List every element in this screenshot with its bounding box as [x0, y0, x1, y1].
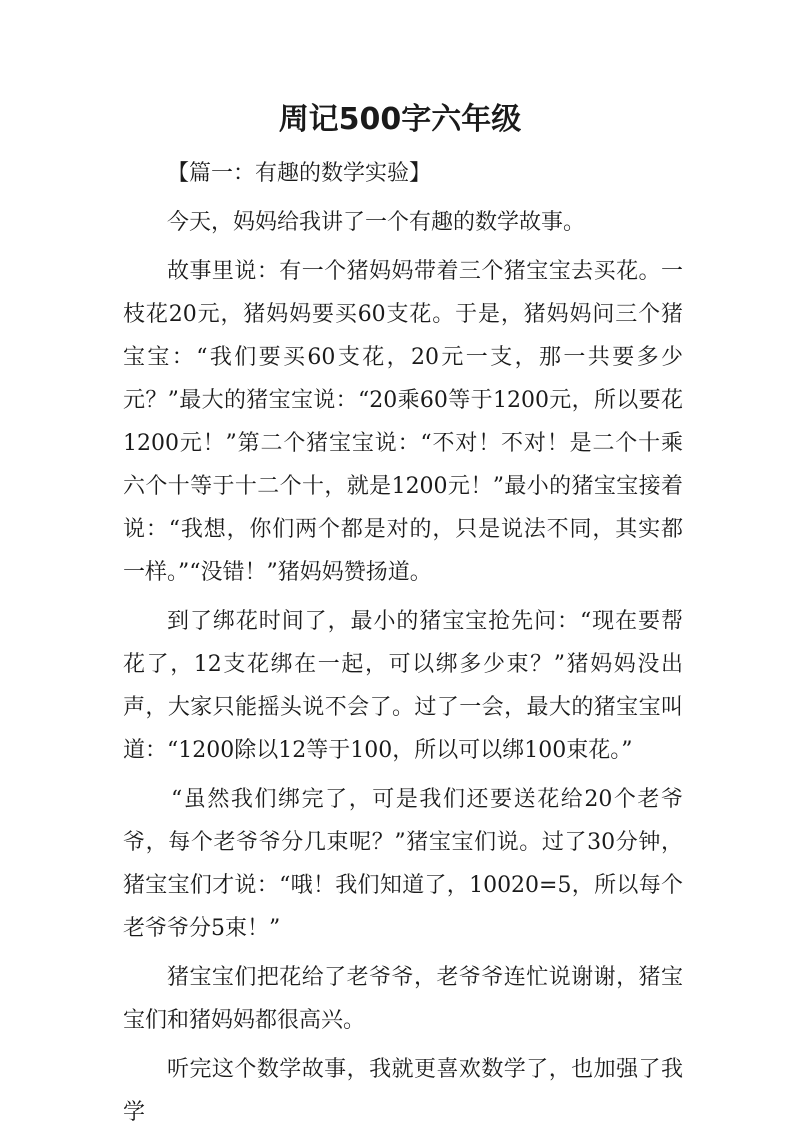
- paragraph-3: 到了绑花时间了，最小的猪宝宝抢先问：“现在要帮花了，12支花绑在一起，可以绑多少束？”猪妈妈没出声，大家只能摇头说不会了。过了一会，最大的猪宝宝叫道：“1200除以12等于100，所以可以绑100束花。”: [123, 609, 683, 763]
- paragraph-1: 今天，妈妈给我讲了一个有趣的数学故事。: [167, 210, 586, 235]
- section-heading: 【篇一：有趣的数学实验】: [167, 161, 432, 186]
- document-body: [123, 152, 683, 1140]
- paragraph-6: 听完这个数学故事，我就更喜欢数学了，也加强了我学: [123, 1057, 683, 1125]
- paragraph-4: “虽然我们绑完了，可是我们还要送花给20个老爷爷，每个老爷爷分几束呢？”猪宝宝们说。过了30分钟，猪宝宝们才说：“哦！我们知道了，10020=5，所以每个老爷爷分5束！”: [123, 787, 683, 941]
- paragraph-2: 故事里说：有一个猪妈妈带着三个猪宝宝去买花。一枝花20元，猪妈妈要买60支花。于是，猪妈妈问三个猪宝宝：“我们要买60支花，20元一支，那一共要多少元？”最大的猪宝宝说：“20乘60等于1200元，所以要花1200元！”第二个猪宝宝说：“不对！不对！是二个十乘六个十等于十二个十，就是1200元！”最小的猪宝宝接着说：“我想，你们两个都是对的，只是说法不同，其实都一样。”“没错！”猪妈妈赞扬道。: [123, 259, 683, 585]
- document-title: 周记500字六年级: [278, 102, 522, 137]
- paragraph-5: 猪宝宝们把花给了老爷爷，老爷爷连忙说谢谢，猪宝宝们和猪妈妈都很高兴。: [123, 965, 683, 1033]
